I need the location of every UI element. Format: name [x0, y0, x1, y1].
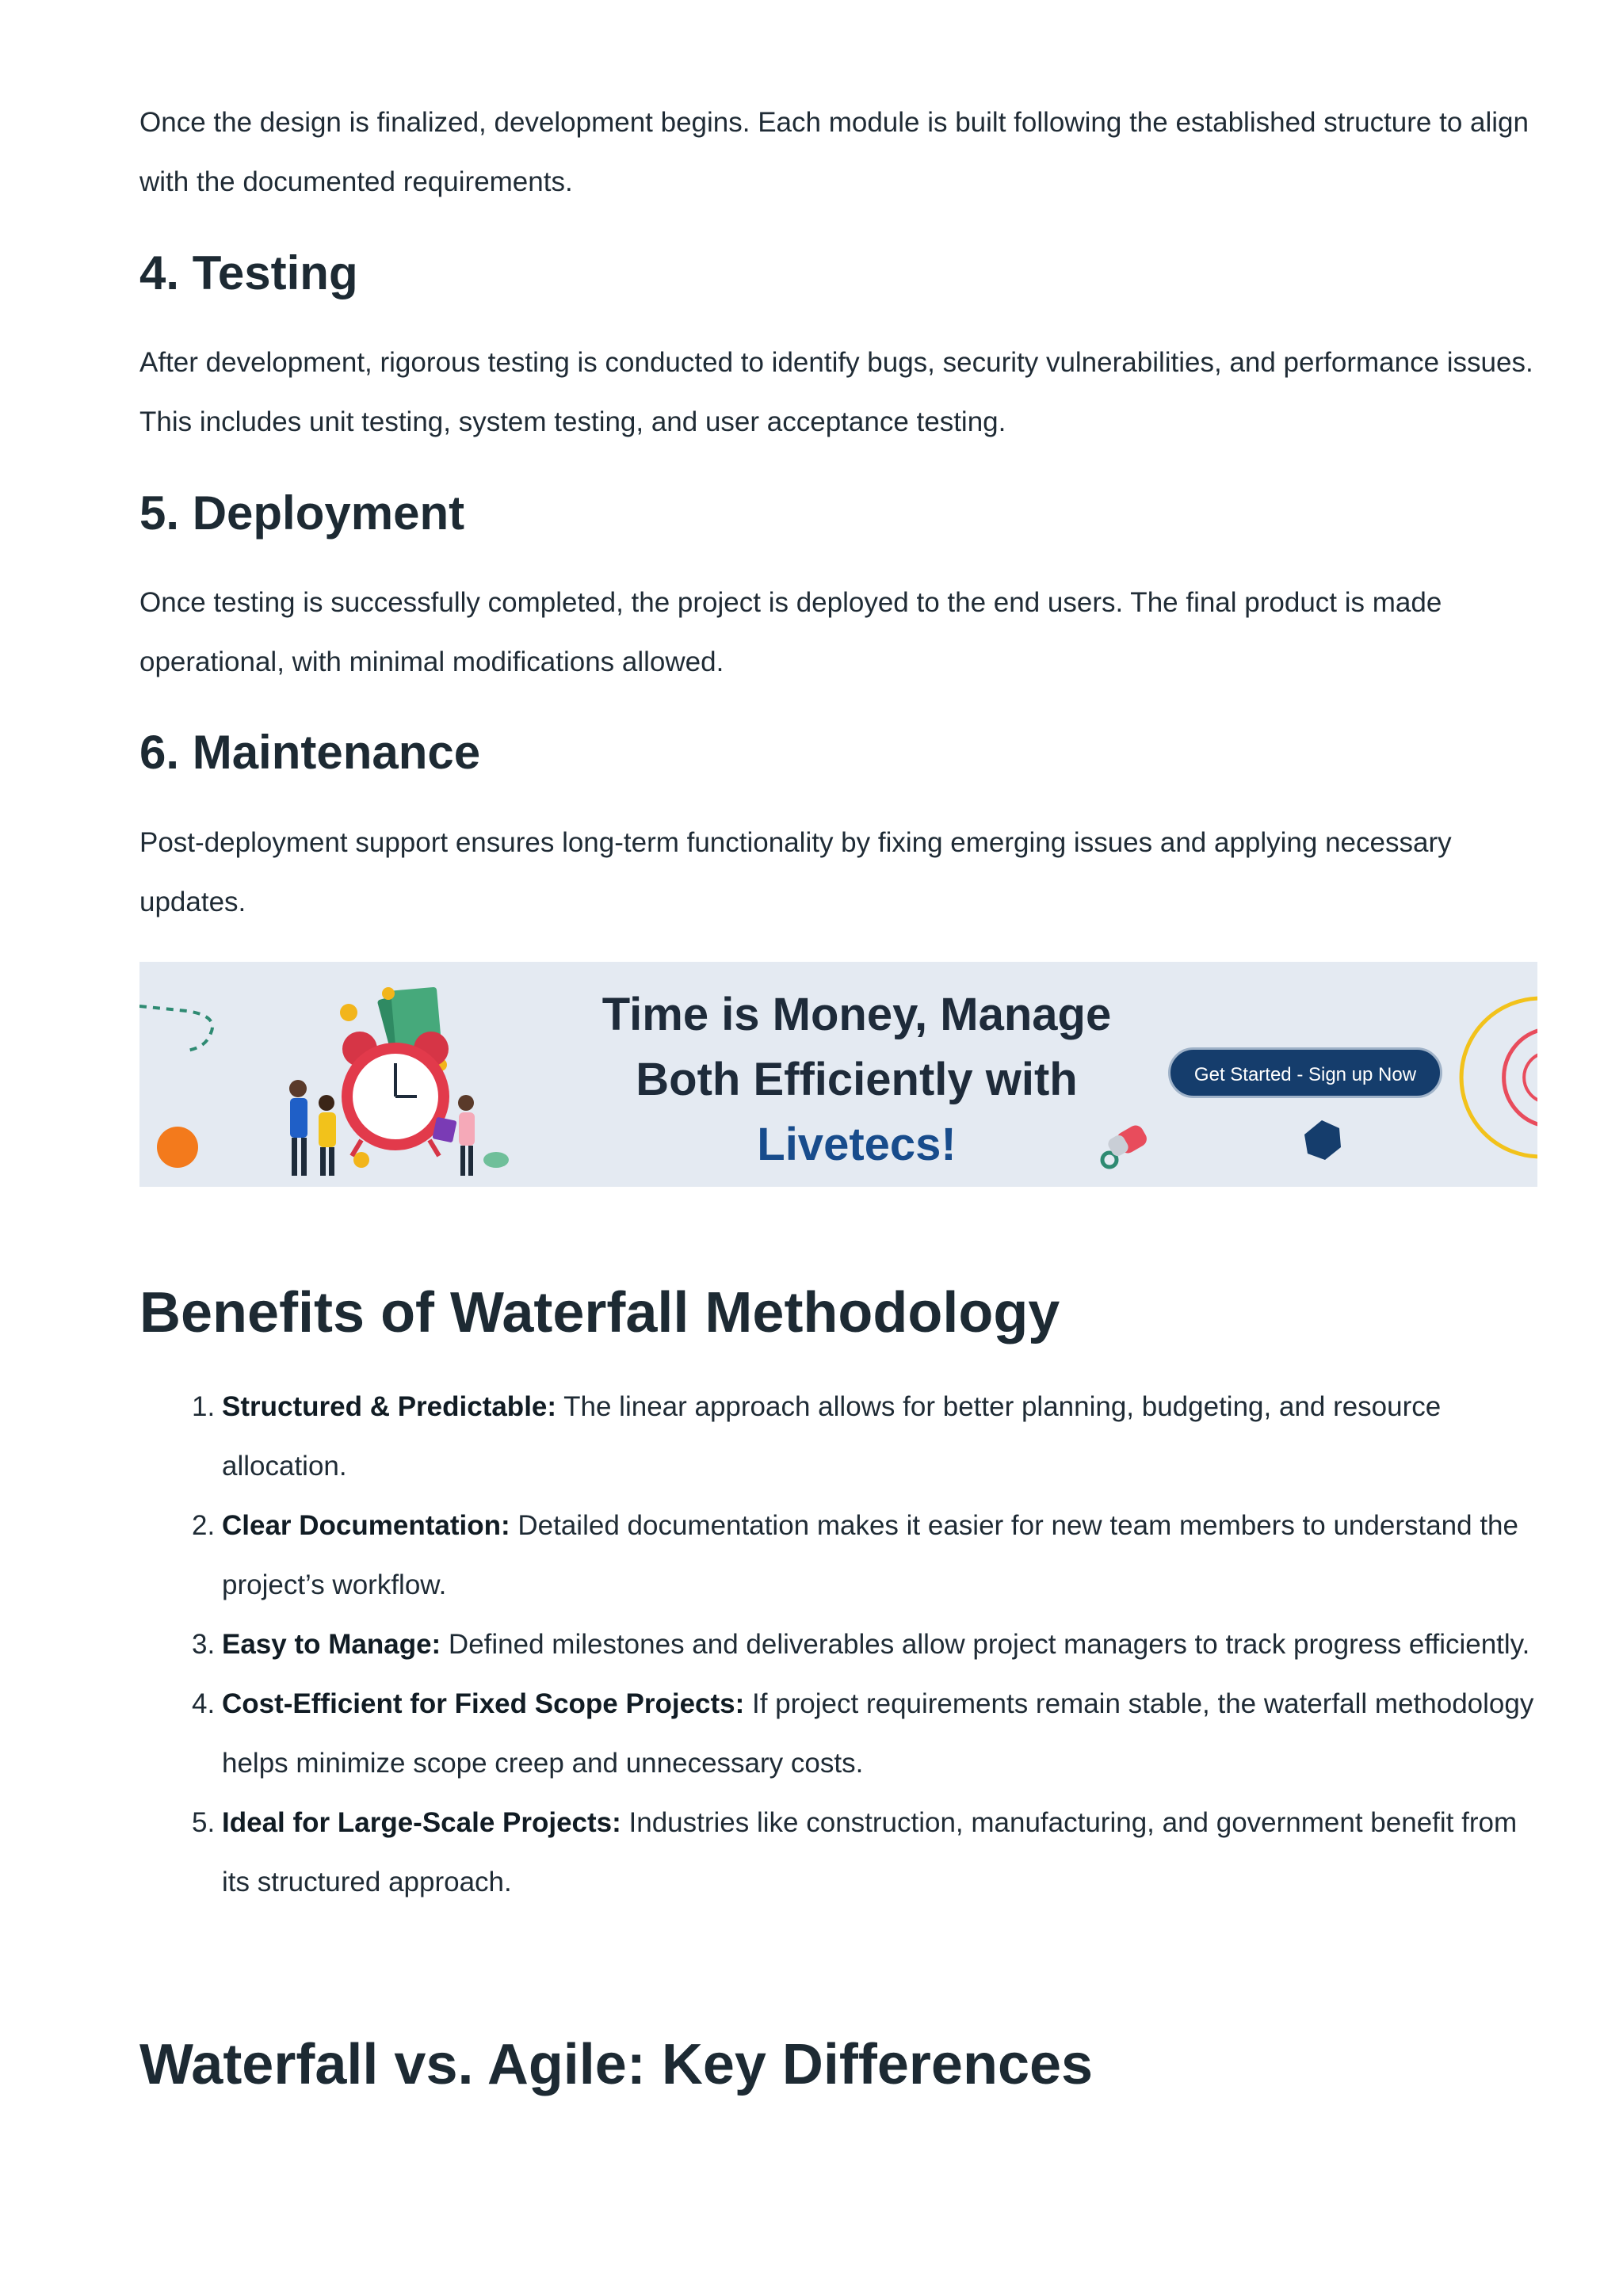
deployment-body — [139, 573, 1537, 692]
list-item — [139, 1496, 1537, 1615]
list-item-text: If project requirements remain stable, the waterfall methodology helps minimize scope creep and unnecessary costs. — [222, 1688, 1534, 1779]
list-item — [139, 1674, 1537, 1793]
pill-decoration — [1098, 1117, 1162, 1173]
deployment-section — [139, 482, 1537, 545]
banner-line-1: Time is Money, Manage — [601, 989, 1112, 1040]
development-section — [139, 93, 1537, 212]
comparison-section — [139, 2028, 1537, 2101]
list-item — [139, 1615, 1537, 1674]
list-item-number: 5. — [192, 1807, 216, 1838]
list-item-term: Structured & Predictable: — [222, 1391, 557, 1422]
promo-banner[interactable] — [139, 962, 1537, 1187]
maintenance-section — [139, 721, 1537, 784]
testing-paragraph: After development, rigorous testing is conducted to identify bugs, security vulnerabilities, and performance issues. This includes unit testing, system testing, and user acceptance testing. — [139, 347, 1533, 437]
list-item-text: The linear approach allows for better planning, budgeting, and resource allocation. — [222, 1391, 1442, 1482]
deployment-paragraph: Once testing is successfully completed, the project is deployed to the end users. The final product is made operational, with minimal modifications allowed. — [139, 587, 1442, 677]
development-paragraph: Once the design is finalized, development begins. Each module is built following the established structure to align with the documented requirements. — [139, 107, 1529, 197]
list-item-term: Easy to Manage: — [222, 1629, 441, 1660]
list-item-number: 4. — [192, 1688, 216, 1719]
list-item-number: 2. — [192, 1510, 216, 1541]
maintenance-body — [139, 813, 1537, 932]
benefits-section — [139, 1276, 1537, 1349]
list-item-term: Cost-Efficient for Fixed Scope Projects: — [222, 1688, 745, 1719]
list-item — [139, 1793, 1537, 1912]
dashed-curve-decoration — [139, 1001, 227, 1065]
benefits-list-container — [139, 1377, 1537, 1912]
list-item-number: 1. — [192, 1391, 216, 1422]
testing-body — [139, 333, 1537, 452]
maintenance-paragraph: Post-deployment support ensures long-term functionality by fixing emerging issues and applying necessary updates. — [139, 827, 1452, 917]
list-item-text: Detailed documentation makes it easier for new team members to understand the project’s workflow. — [222, 1510, 1518, 1600]
banner-line-2: Both Efficiently with — [636, 1054, 1078, 1105]
testing-section — [139, 242, 1537, 305]
hexagon-decoration — [1298, 1117, 1346, 1165]
maintenance-heading: 6. Maintenance — [139, 726, 481, 779]
list-item-term: Ideal for Large-Scale Projects: — [222, 1807, 621, 1838]
benefits-list — [139, 1377, 1537, 1912]
list-item-number: 3. — [192, 1629, 216, 1660]
list-item — [139, 1377, 1537, 1496]
list-item-term: Clear Documentation: — [222, 1510, 510, 1541]
testing-heading: 4. Testing — [139, 246, 358, 299]
benefits-heading: Benefits of Waterfall Methodology — [139, 1281, 1060, 1344]
list-item-text: Defined milestones and deliverables allow project managers to track progress efficiently. — [441, 1629, 1530, 1660]
comparison-heading: Waterfall vs. Agile: Key Differences — [139, 2033, 1094, 2096]
orange-dot-decoration — [157, 1127, 198, 1168]
arc-decoration — [1447, 990, 1537, 1165]
banner-brand: Livetecs! — [757, 1119, 957, 1170]
clock-people-illustration — [235, 962, 520, 1187]
get-started-button[interactable]: Get Started - Sign up Now — [1168, 1047, 1442, 1098]
deployment-heading: 5. Deployment — [139, 486, 465, 540]
list-item-text: Industries like construction, manufacturing, and government benefit from its structured approach. — [222, 1807, 1518, 1897]
